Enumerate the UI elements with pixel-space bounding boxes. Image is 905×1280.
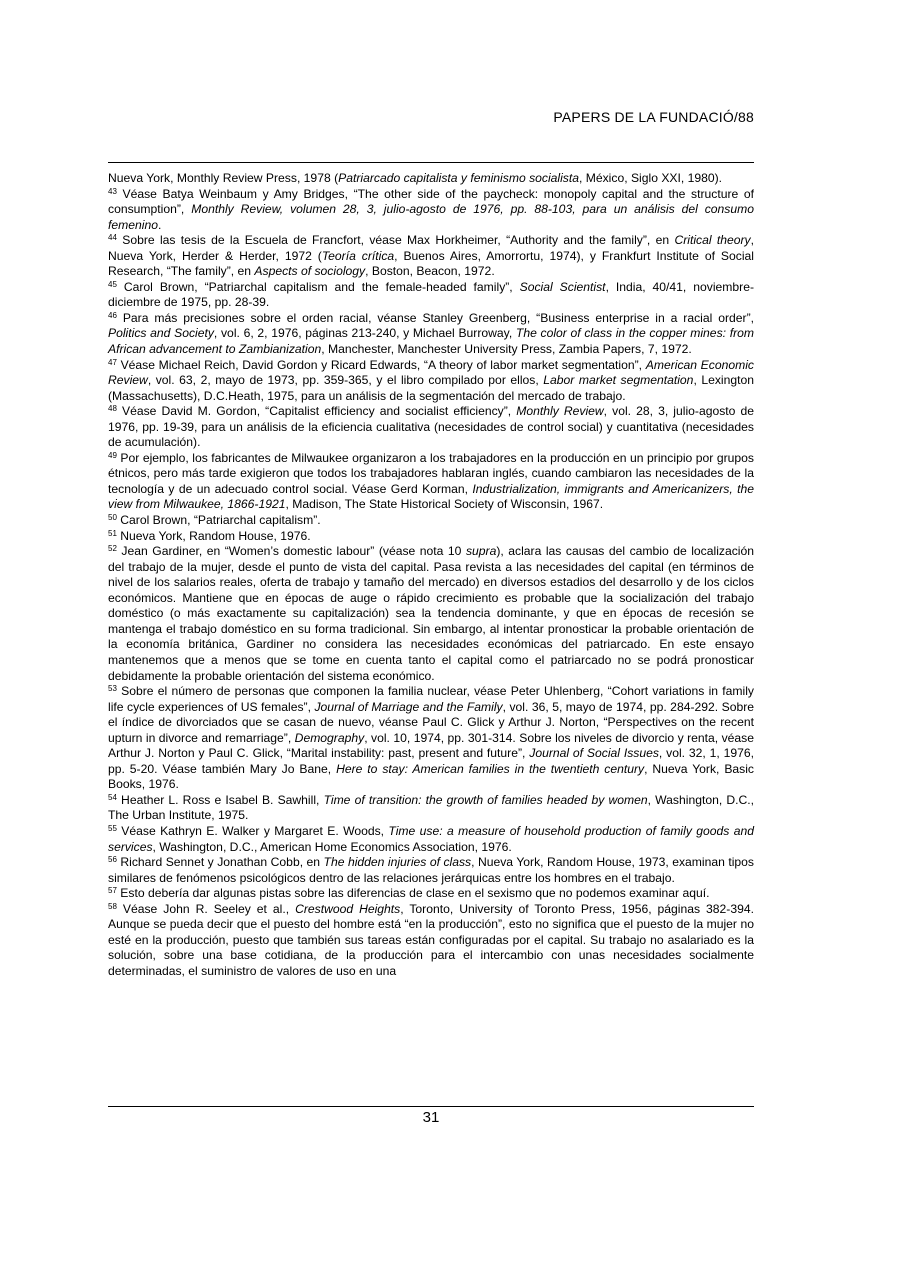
footnote-text: Véase John R. Seeley et al., bbox=[116, 901, 296, 916]
footnote-number: 58 bbox=[108, 901, 117, 911]
footnote-number: 47 bbox=[108, 357, 117, 367]
footnote bbox=[108, 886, 754, 902]
footnote-italic-text: Time use: a measure of household production of family goods and services bbox=[108, 823, 754, 854]
footnote-text: Véase Michael Reich, David Gordon y Ricard Edwards, “A theory of labor market segmentation”, bbox=[116, 357, 646, 372]
footnote-number: 44 bbox=[108, 233, 117, 243]
footnote-italic-text: supra bbox=[465, 544, 497, 559]
footnote-text: , Madison, The State Historical Society of Wisconsin, 1967. bbox=[285, 497, 604, 512]
footnote-italic-text: The hidden injuries of class bbox=[323, 855, 472, 870]
footnote-text: , India, 40/41, noviembre-diciembre de 1975, pp. 28-39. bbox=[108, 279, 754, 310]
footnote-text: , Boston, Beacon, 1972. bbox=[365, 264, 495, 279]
footnote-text: Véase David M. Gordon, “Capitalist efficiency and socialist efficiency”, bbox=[116, 404, 517, 419]
footnote-number: 46 bbox=[108, 310, 117, 320]
footnote bbox=[108, 311, 754, 358]
footnote-text: Para más precisiones sobre el orden racial, véanse Stanley Greenberg, “Business enterprise in a racial order”, bbox=[116, 310, 754, 325]
footnote-italic-text: Journal of Marriage and the Family bbox=[314, 699, 503, 714]
footnote-text: Carol Brown, “Patriarchal capitalism”. bbox=[116, 513, 321, 528]
footnote-text: Véase Kathryn E. Walker y Margaret E. Woods, bbox=[116, 823, 389, 838]
footnote-number: 55 bbox=[108, 823, 117, 833]
footnote-text: , vol. 28, 3, julio-agosto de 1976, pp. 19-39, para un análisis de la eficiencia cualitativa (necesidades de control social) y cuantitativa (necesidades de acumulación). bbox=[108, 404, 754, 450]
footnote-text: , Washington, D.C., The Urban Institute, 1975. bbox=[108, 792, 755, 823]
footnote-text: , Buenos Aires, Amorrortu, 1974), y Frankfurt Institute of Social Research, “The family”, en bbox=[108, 248, 755, 279]
footnote-text: Véase Batya Weinbaum y Amy Bridges, “The other side of the paycheck: monopoly capital and the structure of consumption”, bbox=[108, 186, 754, 217]
footnote-italic-text: Social Scientist bbox=[519, 279, 606, 294]
footnote-text: Heather L. Ross e Isabel B. Sawhill, bbox=[116, 792, 324, 807]
footnote-number: 50 bbox=[108, 513, 117, 523]
footnote-italic-text: Critical theory bbox=[674, 233, 751, 248]
footnote-number: 48 bbox=[108, 404, 117, 414]
footnote-number: 43 bbox=[108, 186, 117, 196]
footnote-text: . bbox=[157, 217, 162, 232]
footnote-text: Carol Brown, “Patriarchal capitalism and the female-headed family”, bbox=[116, 279, 520, 294]
footnote bbox=[108, 513, 754, 529]
footnote-italic-text: The color of class in the copper mines: from African advancement to Zambianization bbox=[108, 326, 754, 357]
footnote-italic-text: American Economic Review bbox=[108, 357, 754, 388]
footnote-text: Nueva York, Random House, 1976. bbox=[116, 528, 311, 543]
footnote-number: 45 bbox=[108, 279, 117, 289]
footnote bbox=[108, 233, 754, 280]
footnote-italic-text: Monthly Review bbox=[516, 404, 604, 419]
footnote-text: , Nueva York, Herder & Herder, 1972 ( bbox=[108, 233, 754, 263]
footnote bbox=[108, 187, 754, 234]
page-number: 31 bbox=[422, 1109, 440, 1126]
footnote-text: Richard Sennet y Jonathan Cobb, en bbox=[116, 855, 324, 870]
footnote bbox=[108, 404, 754, 451]
footnote-number: 53 bbox=[108, 684, 117, 694]
footnote-italic-text: Politics and Society bbox=[108, 326, 214, 341]
header-rule bbox=[108, 162, 754, 163]
footnote-text: , Washington, D.C., American Home Economics Association, 1976. bbox=[152, 839, 512, 854]
footnote-text: Jean Gardiner, en “Women’s domestic labour” (véase nota 10 bbox=[116, 544, 466, 559]
footnote bbox=[108, 171, 754, 187]
footnote-text: , Toronto, University of Toronto Press, 1956, páginas 382-394. Aunque se pueda decir que el puesto del hombre está “en la producción”, esto no significa que el puesto de la mujer no esté en la producción, puesto que también sus tareas están configuradas por el capital. Su trabajo no asalariado es la solución, sobre una base cotidiana, de la producción para el intercambio con unas necesidades socialmente determinadas, el suministro de valores de uso en una bbox=[108, 901, 754, 978]
footnote-text: , vol. 6, 2, 1976, páginas 213-240, y Michael Burroway, bbox=[213, 326, 516, 341]
footnote bbox=[108, 902, 754, 980]
footnote-number: 51 bbox=[108, 528, 117, 538]
footnote-text: , Manchester, Manchester University Press, Zambia Papers, 7, 1972. bbox=[321, 342, 692, 357]
footnote bbox=[108, 280, 754, 311]
footnote-italic-text: Time of transition: the growth of families headed by women bbox=[323, 792, 648, 807]
footnote-text: , vol. 10, 1974, pp. 301-314. Sobre los niveles de divorcio y renta, véase Arthur J. Norton y Paul C. Glick, “Marital instability: past, present and future”, bbox=[108, 730, 754, 761]
running-header: PAPERS DE LA FUNDACIÓ/88 bbox=[553, 109, 754, 125]
footnote bbox=[108, 358, 754, 405]
footnote-text: Por ejemplo, los fabricantes de Milwaukee organizaron a los trabajadores en la producción en un principio por grupos étnicos, pero más tarde exigieron que todos los trabajadores hablaran inglés, cuando cambiaron las necesidades de la tecnología y de un adecuado control social. Véase Gerd Korman, bbox=[108, 450, 754, 496]
footnote-italic-text: Patriarcado capitalista y feminismo socialista bbox=[338, 171, 579, 185]
footnote-number: 54 bbox=[108, 792, 117, 802]
footnote-italic-text: Industrialization, immigrants and Americanizers, the view from Milwaukee, 1866-1921 bbox=[108, 481, 754, 512]
footnote-text: , Nueva York, Random House, 1973, examinan tipos similares de fenómenos psicológicos dentro de las relaciones jerárquicas entre los hombres en el trabajo. bbox=[108, 855, 754, 885]
footnote-text: , México, Siglo XXI, 1980). bbox=[579, 171, 723, 185]
footnote-text: , vol. 32, 1, 1976, pp. 5-20. Véase también Mary Jo Bane, bbox=[108, 746, 754, 776]
footnote-italic-text: Crestwood Heights bbox=[295, 901, 401, 916]
footnote-italic-text: Journal of Social Issues bbox=[529, 746, 659, 761]
footnote-text: , Nueva York, Basic Books, 1976. bbox=[108, 761, 755, 792]
footnote bbox=[108, 451, 754, 513]
footnote-text: ), aclara las causas del cambio de localización del trabajo de la mujer, desde el punto de vista del capital. Pasa revista a las necesidades del capital (en términos de nivel de los salarios reales, oferta de trabajo y tamaño del mercado) en diversos estadios del desarrollo y de los ciclos económicos. Mantiene que en épocas de auge o rápido crecimiento es probable que la socialización del trabajo doméstico (o más exactamente su capitalización) sea la tendencia dominante, y que en épocas de recesión se mantenga el trabajo doméstico en su forma tradicional. Sin embargo, al intentar pronosticar la probable orientación de la economía británica, Gardiner no considera las necesidades económicas del patriarcado. En este ensayo mantenemos que a menos que se tome en cuenta tanto el capital como el patriarcado no se podrá pronosticar debidamente la probable orientación del sistema económico. bbox=[108, 544, 754, 683]
footnote-text: , vol. 63, 2, mayo de 1973, pp. 359-365, y el libro compilado por ellos, bbox=[147, 373, 544, 388]
footnote-number: 49 bbox=[108, 450, 117, 460]
footnote-text: , vol. 36, 5, mayo de 1974, pp. 284-292. Sobre el índice de divorciados que se casan de nuevo, véanse Paul C. Glick y Arthur J. Norton, “Perspectives on the recent upturn in divorce and remarriage”, bbox=[108, 699, 754, 745]
footnote-italic-text: Demography bbox=[294, 730, 365, 745]
footnote bbox=[108, 793, 754, 824]
footnote-text: Sobre las tesis de la Escuela de Francfort, véase Max Horkheimer, “Authority and the family”, en bbox=[116, 233, 675, 248]
footnote bbox=[108, 824, 754, 855]
footnote-number: 57 bbox=[108, 886, 117, 896]
footnote-number: 52 bbox=[108, 544, 117, 554]
footnote-italic-text: Monthly Review, volumen 28, 3, julio-agosto de 1976, pp. 88-103, para un análisis del consumo femenino bbox=[108, 202, 754, 232]
footnote-italic-text: Here to stay: American families in the twentieth century bbox=[336, 761, 645, 776]
footnote-italic-text: Teoría crítica bbox=[321, 248, 395, 263]
footnote-italic-text: Labor market segmentation bbox=[543, 373, 694, 388]
footnote bbox=[108, 544, 754, 684]
footnote-text: Esto debería dar algunas pistas sobre las diferencias de clase en el sexismo que no podemos examinar aquí. bbox=[116, 886, 710, 901]
footnote bbox=[108, 529, 754, 545]
footer-rule bbox=[108, 1106, 754, 1107]
footnote bbox=[108, 684, 754, 793]
footnote-text: Nueva York, Monthly Review Press, 1978 ( bbox=[108, 171, 339, 185]
footnote-text: , Lexington (Massachusetts), D.C.Heath, 1975, para un análisis de la segmentación del mercado de trabajo. bbox=[108, 373, 755, 403]
footnotes-section bbox=[108, 171, 754, 979]
footnote-italic-text: Aspects of sociology bbox=[254, 264, 366, 279]
footnote-number: 56 bbox=[108, 855, 117, 865]
footnote bbox=[108, 855, 754, 886]
footnote-text: Sobre el número de personas que componen la familia nuclear, véase Peter Uhlenberg, “Cohort variations in family life cycle experiences of US females”, bbox=[108, 684, 754, 714]
